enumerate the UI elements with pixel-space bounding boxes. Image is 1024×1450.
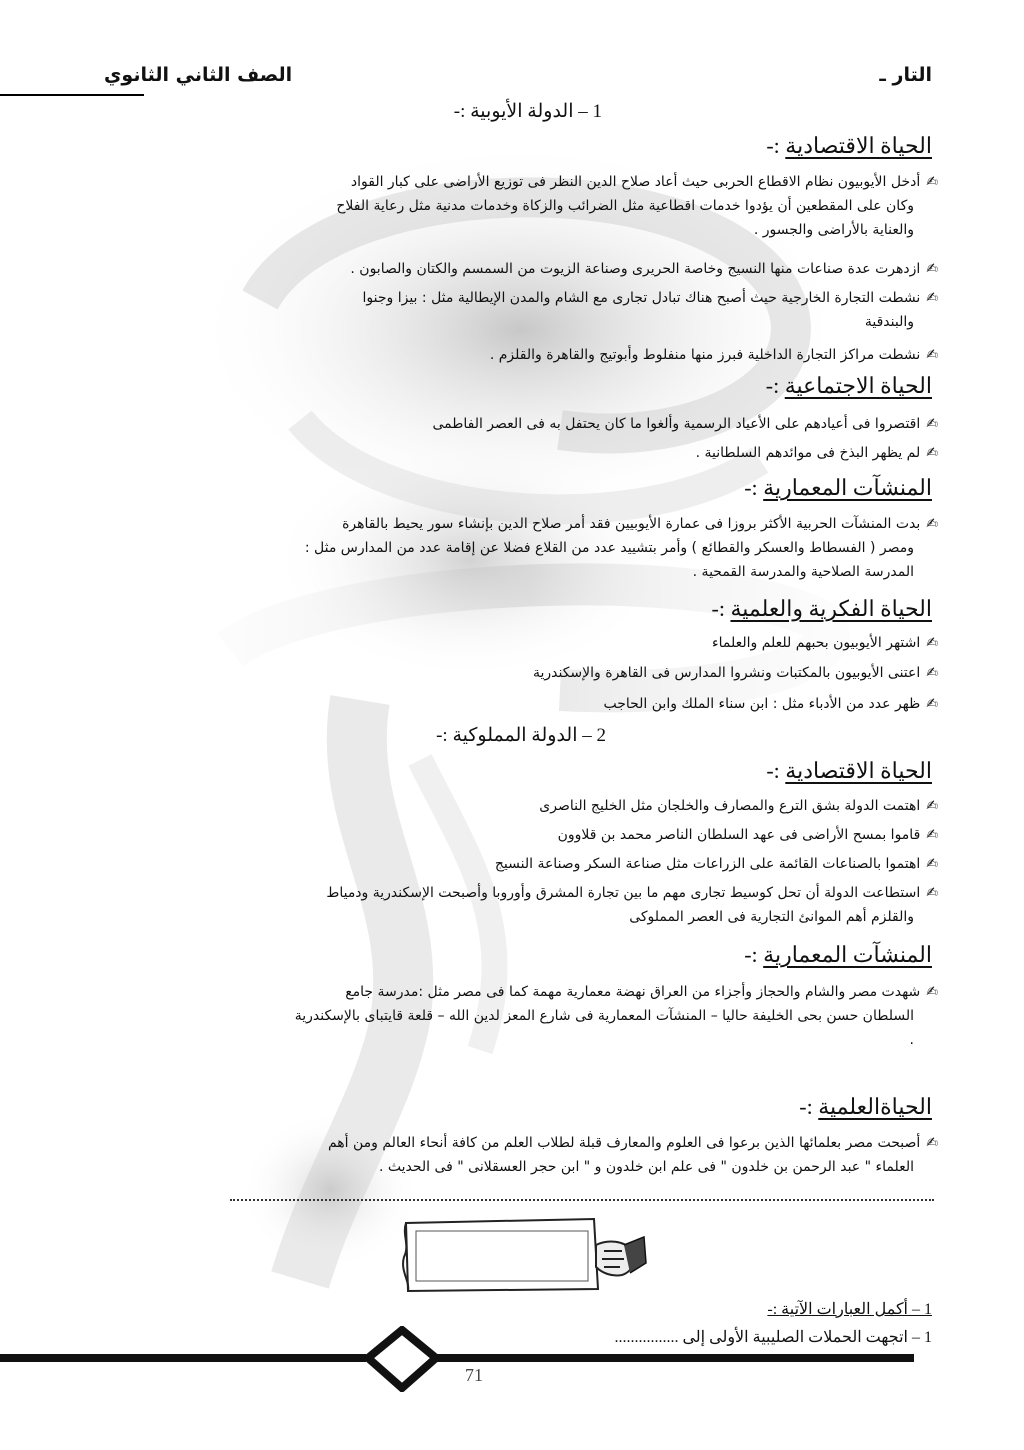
bullet-item: ✍أدخل الأيوبيون نظام الاقطاع الحربى حيث أعاد صلاح الدين النظر فى توزيع الأراضى على كبار القواد وكان على المقطعين أن يؤدوا خدمات اقطاعية مثل الضرائب والزكاة وخدمات مدنية مثل رعاية الفلاح والعناية بالأراضى والجسور .	[336, 174, 938, 238]
section-divider	[230, 1199, 934, 1201]
bullet-item: ✍شهدت مصر والشام والحجاز وأجزاء من العراق نهضة معمارية مهمة كما فى مصر مثل :مدرسة جامع السلطان حسن بحى الخليفة حاليا – المنشآت المعمارية فى شارع المعز لدين الله – قلعة قايتباى بالإسكندرية .	[294, 984, 938, 1048]
unit-title-ayyubid: 1 – الدولة الأيوبية :-	[453, 101, 602, 122]
writing-hand-icon: ✍	[926, 261, 938, 277]
writing-hand-icon: ✍	[926, 798, 938, 814]
bullet-item: ✍بدت المنشآت الحربية الأكثر بروزا فى عمارة الأيوبيين فقد أمر صلاح الدين بإنشاء سور يحيط بالقاهرة ومصر ( الفسطاط والعسكر والقطائع ) وأمر بتشييد عدد من القلاع فضلا عن إقامة عدد من المدارس مثل : المدرسة الصلاحية والمدرسة القمحية .	[304, 516, 938, 580]
writing-hand-icon: ✍	[926, 290, 938, 306]
exercise-question-1: 1 – اتجهت الحملات الصليبية الأولى إلى ................	[614, 1329, 932, 1346]
heading-ayyubid-architecture: المنشآت المعمارية :-	[744, 475, 932, 500]
header-underline	[0, 94, 144, 96]
writing-hand-icon: ✍	[926, 635, 938, 651]
bullet-item: ✍ازدهرت عدة صناعات منها النسيج وخاصة الحريرى وصناعة الزيوت من السمسم والكتان والصابون .	[350, 261, 938, 277]
date-label: التار ـ	[879, 64, 932, 86]
bullet-item: ✍نشطت التجارة الخارجية حيث أصبح هناك تبادل تجارى مع الشام والمدن الإيطالية مثل : بيزا وجنوا والبندقية	[362, 290, 938, 330]
hand-holding-sign-icon	[398, 1215, 648, 1295]
writing-hand-icon: ✍	[926, 696, 938, 712]
writing-hand-icon: ✍	[926, 1135, 938, 1151]
writing-hand-icon: ✍	[926, 445, 938, 461]
writing-hand-icon: ✍	[926, 416, 938, 432]
footer-bar-right	[436, 1354, 914, 1362]
bullet-item: ✍اعتنى الأيوبيون بالمكتبات ونشروا المدارس فى القاهرة والإسكندرية	[532, 665, 938, 681]
page-number: 71	[465, 1365, 483, 1385]
heading-mamluk-architecture: المنشآت المعمارية :-	[744, 942, 932, 967]
bullet-item: ✍اهتموا بالصناعات القائمة على الزراعات مثل صناعة السكر وصناعة النسيج	[494, 856, 938, 872]
footer-bar-left	[0, 1354, 366, 1362]
exercise-title: 1 – أكمل العبارات الآتية :-	[767, 1301, 932, 1318]
bullet-item: ✍اقتصروا فى أعيادهم على الأعياد الرسمية وألغوا ما كان يحتفل به فى العصر الفاطمى	[432, 416, 938, 432]
writing-hand-icon: ✍	[926, 885, 938, 901]
writing-hand-icon: ✍	[926, 856, 938, 872]
bullet-item: ✍استطاعت الدولة أن تحل كوسيط تجارى مهم ما بين تجارة المشرق وأوروبا وأصبحت الإسكندرية ودمياط والقلزم أهم الموانئ التجارية فى العصر المملوكى	[326, 885, 938, 925]
writing-hand-icon: ✍	[926, 665, 938, 681]
heading-mamluk-economic: الحياة الاقتصادية :-	[766, 758, 932, 783]
bullet-item: ✍ظهر عدد من الأدباء مثل : ابن سناء الملك وابن الحاجب	[603, 696, 938, 712]
writing-hand-icon: ✍	[926, 984, 938, 1000]
bullet-item: ✍لم يظهر البذخ فى موائدهم السلطانية .	[695, 445, 938, 461]
heading-ayyubid-economic: الحياة الاقتصادية :-	[766, 133, 932, 158]
diamond-ornament-icon	[364, 1326, 440, 1392]
heading-ayyubid-social: الحياة الاجتماعية :-	[765, 373, 932, 398]
bullet-item: ✍أصبحت مصر بعلمائها الذين برعوا فى العلوم والمعارف قبلة لطلاب العلم من كافة أنحاء العالم ومن أهم العلماء " عبد الرحمن بن خلدون " فى علم ابن خلدون و " ابن حجر العسقلانى " فى الحديث .	[327, 1135, 938, 1175]
bullet-item: ✍قاموا بمسح الأراضى فى عهد السلطان الناصر محمد بن قلاوون	[557, 827, 938, 843]
unit-title-mamluk: 2 – الدولة المملوكية :-	[436, 725, 606, 746]
writing-hand-icon: ✍	[926, 174, 938, 190]
bullet-item: ✍نشطت مراكز التجارة الداخلية فبرز منها منفلوط وأبوتيج والقاهرة والقلزم .	[489, 347, 938, 363]
grade-label: الصف الثاني الثانوي	[104, 64, 293, 86]
bullet-item: ✍اهتمت الدولة بشق الترع والمصارف والخلجان مثل الخليج الناصرى	[539, 798, 938, 814]
heading-mamluk-scientific: الحياةالعلمية :-	[799, 1094, 932, 1119]
writing-hand-icon: ✍	[926, 516, 938, 532]
bullet-item: ✍اشتهر الأيوبيون بحبهم للعلم والعلماء	[712, 635, 938, 651]
heading-ayyubid-intellectual: الحياة الفكرية والعلمية :-	[711, 596, 932, 621]
writing-hand-icon: ✍	[926, 827, 938, 843]
writing-hand-icon: ✍	[926, 347, 938, 363]
